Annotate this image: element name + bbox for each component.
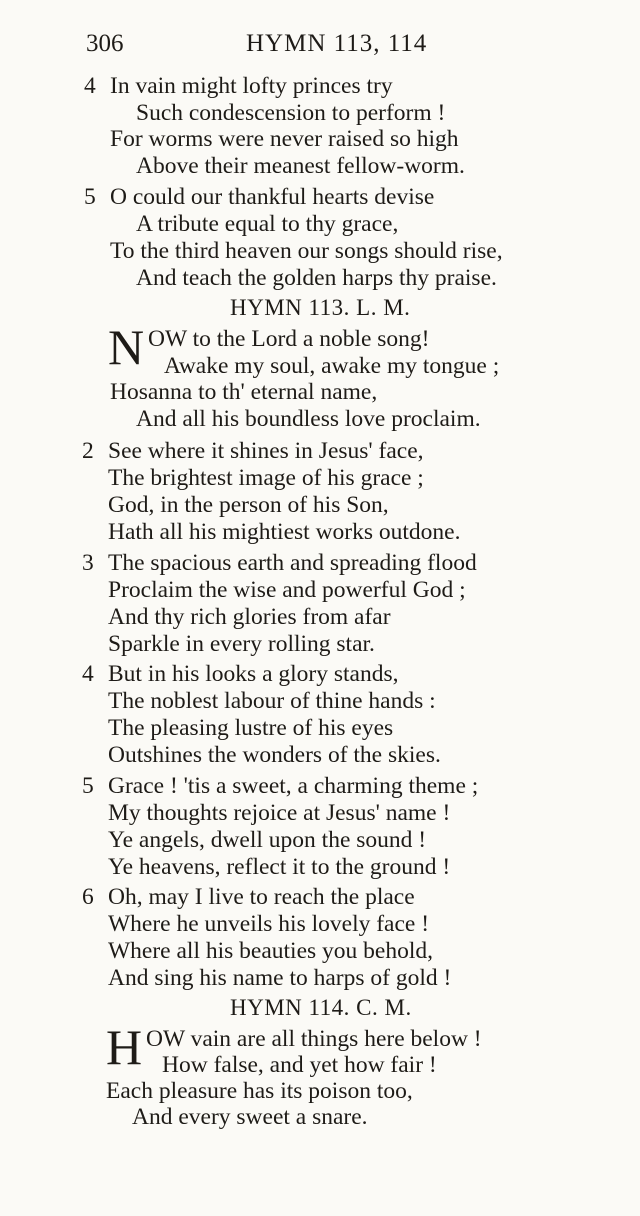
running-title: HYMN 113, 114	[246, 30, 428, 57]
stanza-number: 4	[82, 661, 94, 687]
verse-line: The spacious earth and spreading flood	[108, 550, 477, 576]
verse-line: Ye angels, dwell upon the sound !	[108, 827, 427, 853]
verse-line: And teach the golden harps thy praise.	[136, 265, 497, 291]
verse-line: A tribute equal to thy grace,	[136, 211, 399, 237]
verse-line: Such condescension to perform !	[136, 100, 446, 126]
verse-line: Oh, may I live to reach the place	[108, 884, 415, 910]
verse-line: For worms were never raised so high	[110, 126, 459, 152]
verse-line: And every sweet a snare.	[132, 1104, 368, 1130]
stanza-number: 4	[84, 73, 96, 99]
verse-line: And all his boundless love proclaim.	[136, 406, 481, 432]
verse-line: O could our thankful hearts devise	[110, 184, 435, 210]
verse-line: Proclaim the wise and powerful God ;	[108, 577, 466, 603]
verse-line: Where all his beauties you behold,	[108, 938, 433, 964]
verse-line: The noblest labour of thine hands :	[108, 688, 436, 714]
drop-cap: N	[108, 319, 145, 375]
stanza-number: 2	[82, 438, 94, 464]
verse-line: Hosanna to th' eternal name,	[110, 379, 378, 405]
verse-line: Awake my soul, awake my tongue ;	[164, 353, 500, 379]
drop-cap: H	[106, 1019, 143, 1075]
stanza-number: 6	[82, 884, 94, 910]
hymn-title: HYMN 114. C. M.	[230, 995, 412, 1020]
verse-line: To the third heaven our songs should rise,	[110, 238, 503, 264]
verse-line: Each pleasure has its poison too,	[106, 1078, 413, 1104]
verse-line: The brightest image of his grace ;	[108, 465, 424, 491]
page-header	[0, 30, 640, 64]
verse-line: But in his looks a glory stands,	[108, 661, 399, 687]
page-number: 306	[86, 30, 124, 57]
stanza-number: 3	[82, 550, 94, 576]
verse-line: Grace ! 'tis a sweet, a charming theme ;	[108, 773, 479, 799]
verse-line: Sparkle in every rolling star.	[108, 631, 375, 657]
verse-line: The pleasing lustre of his eyes	[108, 715, 394, 741]
verse-line: See where it shines in Jesus' face,	[108, 438, 424, 464]
hymn-title: HYMN 113. L. M.	[230, 295, 411, 320]
verse-line: How false, and yet how fair !	[162, 1052, 437, 1078]
verse-line: Above their meanest fellow-worm.	[136, 153, 465, 179]
stanza-number: 5	[82, 773, 94, 799]
verse-line: And thy rich glories from afar	[108, 604, 391, 630]
verse-line: Hath all his mightiest works outdone.	[108, 519, 461, 545]
verse-line: God, in the person of his Son,	[108, 492, 389, 518]
verse-line: And sing his name to harps of gold !	[108, 965, 452, 991]
verse-line: OW vain are all things here below !	[146, 1026, 482, 1052]
verse-line: In vain might lofty princes try	[110, 73, 393, 99]
verse-line: My thoughts rejoice at Jesus' name !	[108, 800, 451, 826]
verse-line: Ye heavens, reflect it to the ground !	[108, 854, 451, 880]
stanza-number: 5	[84, 184, 96, 210]
verse-line: Outshines the wonders of the skies.	[108, 742, 441, 768]
verse-line: Where he unveils his lovely face !	[108, 911, 430, 937]
verse-line: OW to the Lord a noble song!	[148, 326, 430, 352]
